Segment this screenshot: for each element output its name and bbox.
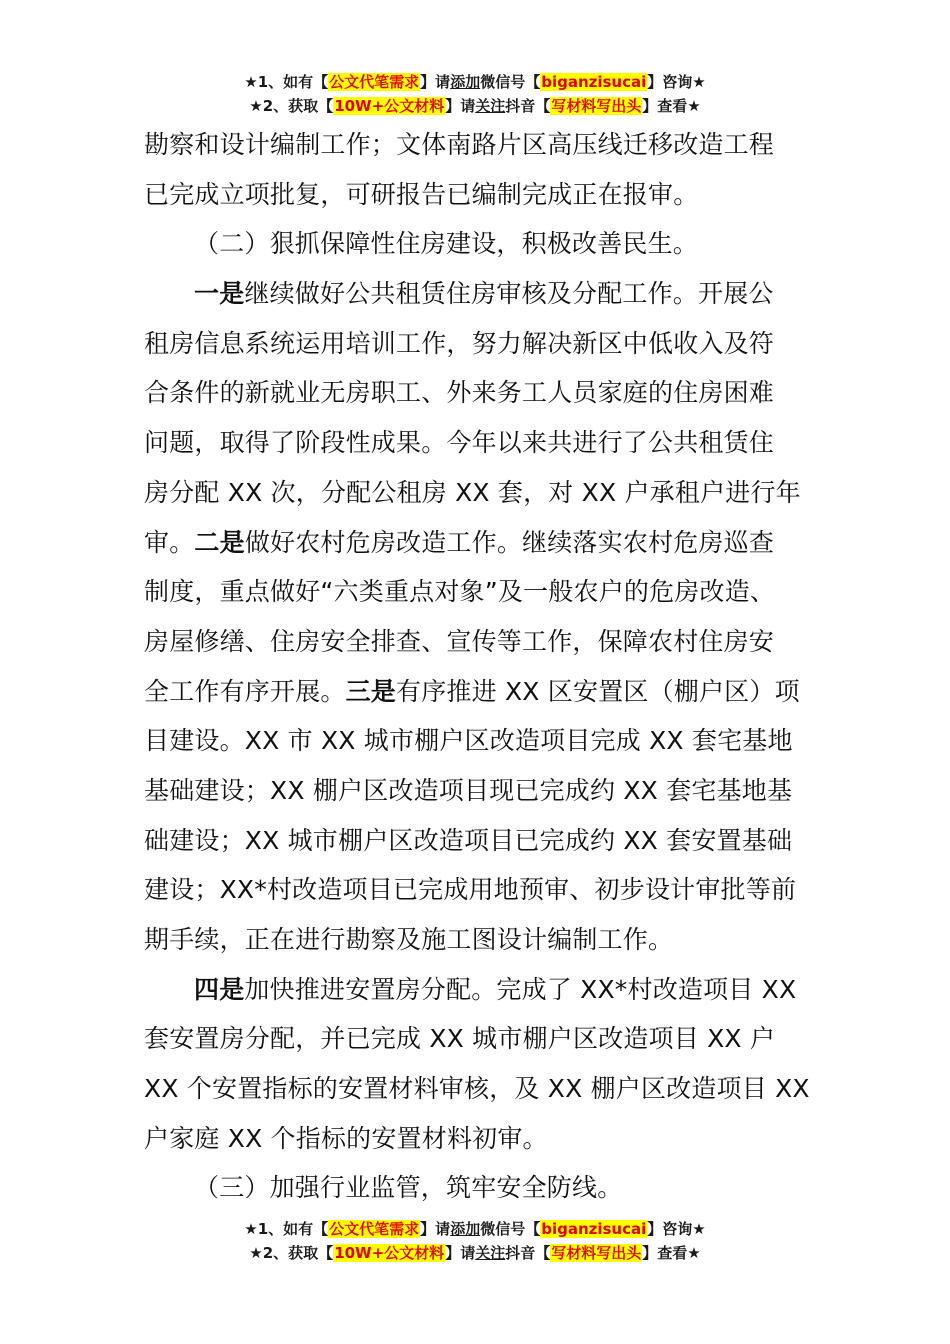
text-line: 期手续，正在进行勘察及施工图设计编制工作。: [144, 925, 674, 954]
text-line: 目建设。XX 市 XX 城市棚户区改造项目完成 XX 套宅基地: [144, 726, 793, 756]
text-line: 户家庭 XX 个指标的安置材料初审。: [144, 1123, 548, 1153]
text-line: 租房信息系统运用培训工作，努力解决新区中低收入及符: [144, 328, 775, 358]
text-line: 合条件的新就业无房职工、外来务工人员家庭的住房困难: [144, 378, 775, 408]
section-heading: （二）狠抓保障性住房建设，积极改善民生。: [194, 229, 699, 259]
text-line: 勘察和设计编制工作；文体南路片区高压线迁移改造工程: [144, 130, 775, 159]
banner-line-2: ★2、获取【10W+公文材料】请关注抖音【写材料写出头】查看★: [249, 1244, 701, 1262]
banner-line-1: ★1、如有【公文代笔需求】请添加微信号【biganzisucai】咨询★: [244, 1220, 706, 1238]
banner-line-1: ★1、如有【公文代笔需求】请添加微信号【biganzisucai】咨询★: [244, 73, 706, 91]
text-line: 问题，取得了阶段性成果。今年以来共进行了公共租赁住: [144, 428, 775, 458]
text-line: 房分配 XX 次，分配公租房 XX 套，对 XX 户承租户进行年: [144, 477, 801, 507]
text-line: 一是继续做好公共租赁住房审核及分配工作。开展公: [194, 279, 774, 309]
highlight-text: biganzisucai: [541, 1220, 647, 1238]
banner-line-2: ★2、获取【10W+公文材料】请关注抖音【写材料写出头】查看★: [249, 97, 701, 115]
text-line: 套安置房分配，并已完成 XX 城市棚户区改造项目 XX 户: [144, 1024, 776, 1054]
text-line: 全工作有序开展。三是有序推进 XX 区安置区（棚户区）项: [144, 676, 800, 706]
highlight-text: 10W+公文材料: [334, 1244, 445, 1262]
text-line: 制度，重点做好“六类重点对象”及一般农户的危房改造、: [144, 577, 776, 607]
text-line: 四是加快推进安置房分配。完成了 XX*村改造项目 XX: [194, 974, 797, 1004]
footer-banner: [0, 1217, 950, 1265]
highlight-text: 10W+公文材料: [334, 97, 445, 115]
highlight-text: 公文代笔需求: [329, 73, 420, 91]
highlight-text: 公文代笔需求: [329, 1220, 420, 1238]
text-line: 已完成立项批复，可研报告已编制完成正在报审。: [144, 179, 699, 209]
text-line: 基础建设；XX 棚户区改造项目现已完成约 XX 套宅基地基: [144, 775, 793, 805]
text-line: 础建设；XX 城市棚户区改造项目已完成约 XX 套安置基础: [144, 825, 793, 855]
header-banner: [0, 70, 950, 118]
highlight-text: biganzisucai: [541, 73, 647, 91]
section-heading: （三）加强行业监管，筑牢安全防线。: [194, 1173, 623, 1203]
document-body: [144, 120, 808, 1213]
text-line: 审。二是做好农村危房改造工作。继续落实农村危房巡查: [144, 527, 775, 557]
text-line: 房屋修缮、住房安全排查、宣传等工作，保障农村住房安: [144, 626, 775, 656]
highlight-text: 写材料写出头: [551, 97, 642, 115]
text-line: 建设；XX*村改造项目已完成用地预审、初步设计审批等前: [144, 875, 797, 905]
text-line: XX 个安置指标的安置材料审核，及 XX 棚户区改造项目 XX: [144, 1074, 810, 1104]
highlight-text: 写材料写出头: [551, 1244, 642, 1262]
